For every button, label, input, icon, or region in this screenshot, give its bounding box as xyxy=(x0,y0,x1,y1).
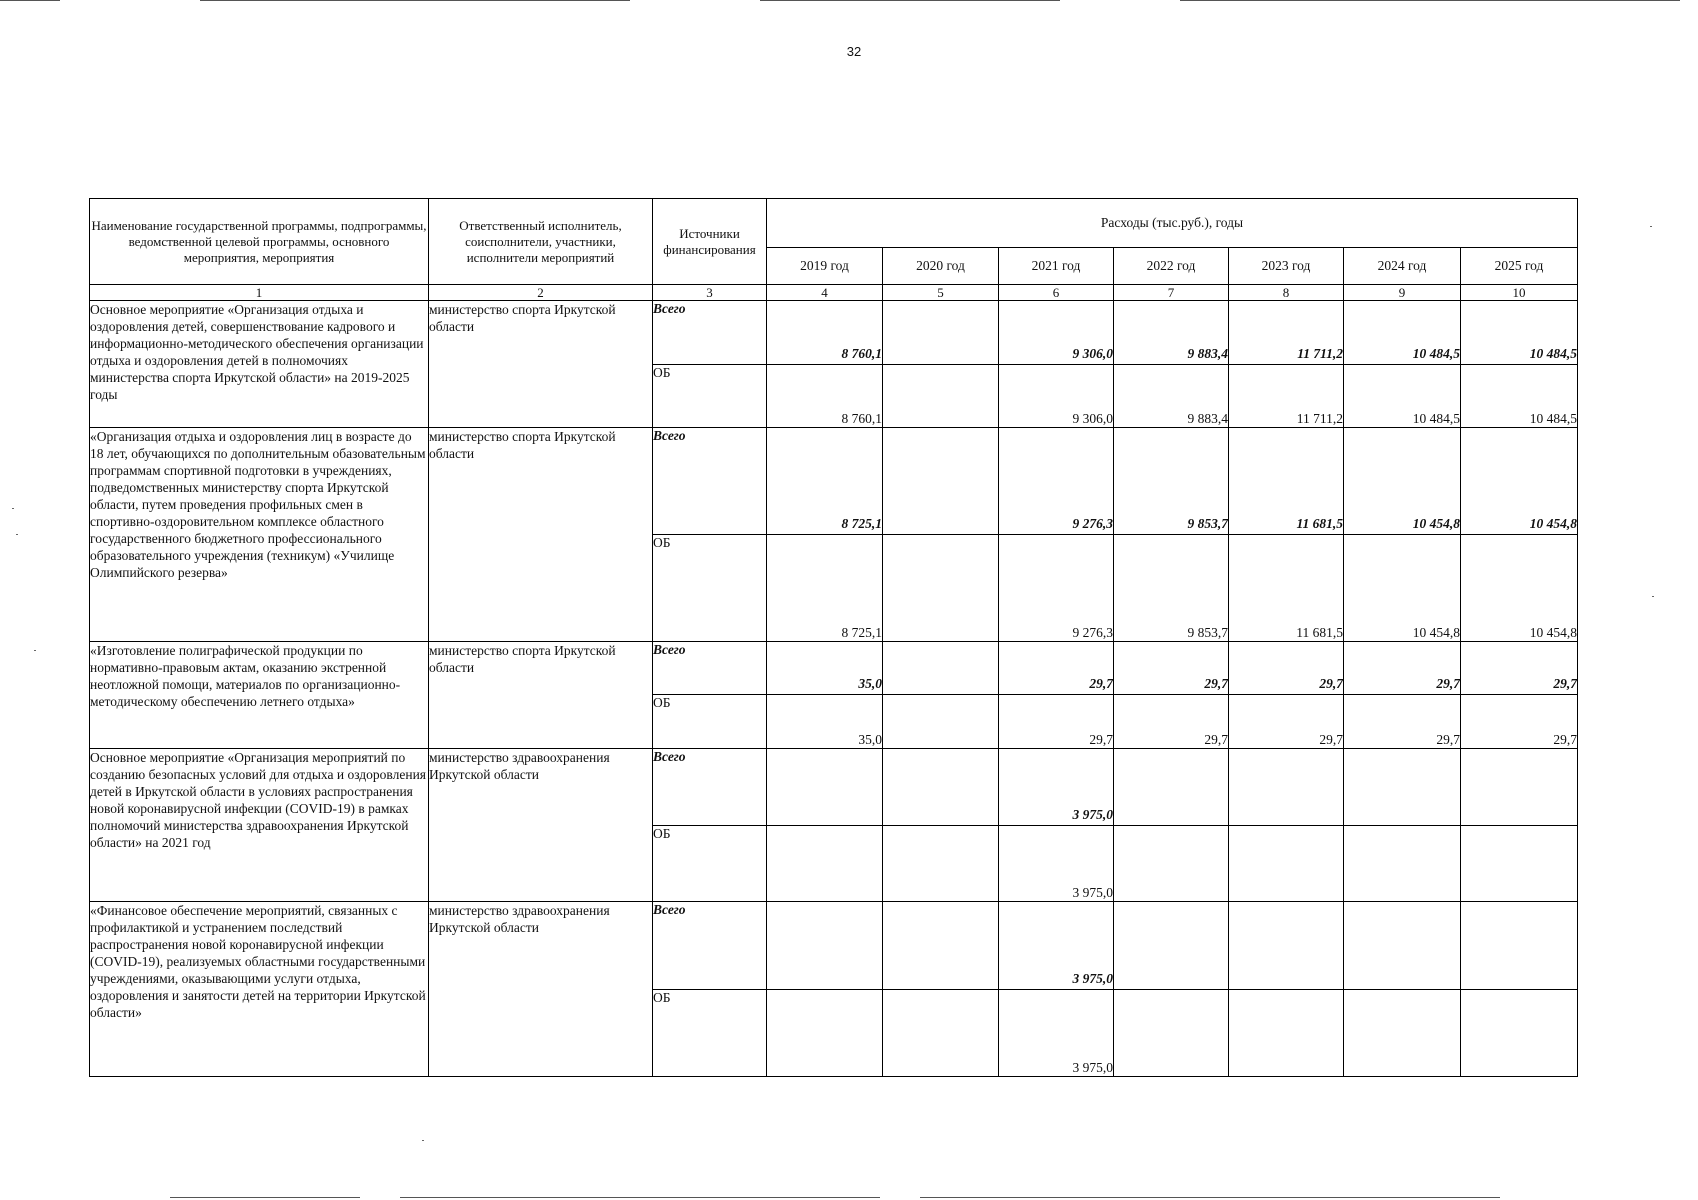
activity-name: «Изготовление полиграфической продукции по нормативно-правовым актам, оказанию экстренной неотложной помощи, материалов по организационно-методическому обеспечению летнего отдыха» xyxy=(90,642,429,749)
value-2025 xyxy=(1461,990,1578,1077)
value-2019: 35,0 xyxy=(767,642,883,695)
value-2024: 10 484,5 xyxy=(1344,365,1461,428)
scan-speck xyxy=(12,508,14,509)
value-2023 xyxy=(1229,990,1344,1077)
header-source: Источники финансирования xyxy=(653,199,767,285)
value-2023: 29,7 xyxy=(1229,642,1344,695)
table-row-total xyxy=(90,749,1578,826)
value-2023 xyxy=(1229,826,1344,902)
value-2024 xyxy=(1344,826,1461,902)
scan-speck xyxy=(422,1140,424,1141)
source-total-label: Всего xyxy=(653,902,767,990)
value-2021: 3 975,0 xyxy=(999,749,1114,826)
value-2021: 3 975,0 xyxy=(999,826,1114,902)
scan-line-bottom xyxy=(400,1197,880,1198)
source-ob-label: ОБ xyxy=(653,535,767,642)
value-2023: 11 711,2 xyxy=(1229,301,1344,365)
value-2024: 29,7 xyxy=(1344,695,1461,749)
activity-executor: министерство спорта Иркутской области xyxy=(429,428,653,642)
value-2024 xyxy=(1344,902,1461,990)
activity-executor: министерство спорта Иркутской области xyxy=(429,301,653,428)
scan-line-bottom xyxy=(170,1197,360,1198)
value-2023: 11 711,2 xyxy=(1229,365,1344,428)
value-2019: 35,0 xyxy=(767,695,883,749)
value-2019: 8 760,1 xyxy=(767,365,883,428)
header-executor: Ответственный исполнитель, соисполнители, участники, исполнители мероприятий xyxy=(429,199,653,285)
value-2024: 10 484,5 xyxy=(1344,301,1461,365)
value-2020 xyxy=(883,902,999,990)
source-total-label: Всего xyxy=(653,642,767,695)
table-row-total xyxy=(90,428,1578,535)
value-2020 xyxy=(883,642,999,695)
value-2023: 29,7 xyxy=(1229,695,1344,749)
activity-name: Основное мероприятие «Организация мероприятий по созданию безопасных условий для отдыха и оздоровления детей в Иркутской области в условиях распространения новой коронавирусной инфекции (COVID-19) в рамках полномочий министерства здравоохранения Иркутской области» на 2021 год xyxy=(90,749,429,902)
value-2019 xyxy=(767,902,883,990)
scan-line-top xyxy=(0,0,60,1)
value-2022 xyxy=(1114,990,1229,1077)
source-ob-label: ОБ xyxy=(653,990,767,1077)
scan-speck xyxy=(1650,226,1652,227)
scan-speck xyxy=(34,650,36,651)
value-2020 xyxy=(883,535,999,642)
activity-executor: министерство здравоохранения Иркутской области xyxy=(429,749,653,902)
table-row-total xyxy=(90,902,1578,990)
value-2021: 9 306,0 xyxy=(999,365,1114,428)
value-2025: 29,7 xyxy=(1461,642,1578,695)
source-total-label: Всего xyxy=(653,301,767,365)
header-year: 2020 год xyxy=(883,248,999,285)
value-2019 xyxy=(767,990,883,1077)
value-2021: 9 276,3 xyxy=(999,428,1114,535)
value-2025: 29,7 xyxy=(1461,695,1578,749)
value-2021: 9 306,0 xyxy=(999,301,1114,365)
value-2024: 29,7 xyxy=(1344,642,1461,695)
column-index: 8 xyxy=(1229,285,1344,301)
source-total-label: Всего xyxy=(653,428,767,535)
column-index: 2 xyxy=(429,285,653,301)
column-index: 1 xyxy=(90,285,429,301)
table-header xyxy=(90,199,1578,285)
value-2025: 10 454,8 xyxy=(1461,535,1578,642)
source-total-label: Всего xyxy=(653,749,767,826)
column-index: 3 xyxy=(653,285,767,301)
value-2022: 9 853,7 xyxy=(1114,428,1229,535)
header-year: 2021 год xyxy=(999,248,1114,285)
value-2022: 9 883,4 xyxy=(1114,301,1229,365)
value-2019 xyxy=(767,826,883,902)
value-2025 xyxy=(1461,826,1578,902)
budget-table xyxy=(89,198,1578,1077)
value-2024: 10 454,8 xyxy=(1344,535,1461,642)
header-expenses: Расходы (тыс.руб.), годы xyxy=(767,199,1578,248)
column-index: 5 xyxy=(883,285,999,301)
column-index: 7 xyxy=(1114,285,1229,301)
value-2021: 3 975,0 xyxy=(999,902,1114,990)
value-2020 xyxy=(883,990,999,1077)
value-2024 xyxy=(1344,749,1461,826)
table-row-total xyxy=(90,642,1578,695)
source-ob-label: ОБ xyxy=(653,695,767,749)
activity-executor: министерство спорта Иркутской области xyxy=(429,642,653,749)
value-2020 xyxy=(883,749,999,826)
header-year: 2019 год xyxy=(767,248,883,285)
scan-speck xyxy=(1652,596,1654,597)
column-index: 9 xyxy=(1344,285,1461,301)
table-row-total xyxy=(90,301,1578,365)
value-2025: 10 484,5 xyxy=(1461,365,1578,428)
value-2023: 11 681,5 xyxy=(1229,428,1344,535)
value-2024 xyxy=(1344,990,1461,1077)
value-2020 xyxy=(883,365,999,428)
value-2019: 8 725,1 xyxy=(767,535,883,642)
value-2023 xyxy=(1229,902,1344,990)
header-year: 2024 год xyxy=(1344,248,1461,285)
header-year: 2023 год xyxy=(1229,248,1344,285)
value-2022: 29,7 xyxy=(1114,642,1229,695)
scan-line-top xyxy=(760,0,1060,1)
value-2022 xyxy=(1114,826,1229,902)
value-2021: 9 276,3 xyxy=(999,535,1114,642)
value-2020 xyxy=(883,428,999,535)
header-year: 2022 год xyxy=(1114,248,1229,285)
value-2022: 9 853,7 xyxy=(1114,535,1229,642)
value-2025: 10 484,5 xyxy=(1461,301,1578,365)
value-2022 xyxy=(1114,749,1229,826)
value-2025 xyxy=(1461,749,1578,826)
value-2019: 8 725,1 xyxy=(767,428,883,535)
scan-line-top xyxy=(1180,0,1680,1)
page-number: 32 xyxy=(846,44,862,59)
value-2021: 3 975,0 xyxy=(999,990,1114,1077)
scan-line-top xyxy=(200,0,630,1)
value-2019: 8 760,1 xyxy=(767,301,883,365)
column-index-row xyxy=(90,285,1578,301)
value-2022: 29,7 xyxy=(1114,695,1229,749)
activity-name: «Финансовое обеспечение мероприятий, связанных с профилактикой и устранением последствий распространения новой коронавирусной инфекции (COVID-19), реализуемых областными государственными учреждениями, оказывающими услуги отдыха, оздоровления и занятости детей на территории Иркутской области» xyxy=(90,902,429,1077)
value-2025 xyxy=(1461,902,1578,990)
value-2021: 29,7 xyxy=(999,695,1114,749)
source-ob-label: ОБ xyxy=(653,826,767,902)
header-name: Наименование государственной программы, подпрограммы, ведомственной целевой программы, основного мероприятия, мероприятия xyxy=(90,199,429,285)
column-index: 10 xyxy=(1461,285,1578,301)
header-year: 2025 год xyxy=(1461,248,1578,285)
activity-name: Основное мероприятие «Организация отдыха и оздоровления детей, совершенствование кадрового и информационно-методического обеспечения организации отдыха и оздоровления детей в полномочиях министерства спорта Иркутской области» на 2019-2025 годы xyxy=(90,301,429,428)
source-ob-label: ОБ xyxy=(653,365,767,428)
activity-name: «Организация отдыха и оздоровления лиц в возрасте до 18 лет, обучающихся по дополнительным обазовательным программам спортивной подготовки в учреждениях, подведомственных министерству спорта Иркутской области, путем проведения профильных смен в спортивно-оздоровительном комплексе областного государственного бюджетного профессионального образовательного учреждения (техникум) «Училище Олимпийского резерва» xyxy=(90,428,429,642)
scan-line-bottom xyxy=(920,1197,1500,1198)
value-2023: 11 681,5 xyxy=(1229,535,1344,642)
value-2022 xyxy=(1114,902,1229,990)
value-2022: 9 883,4 xyxy=(1114,365,1229,428)
value-2021: 29,7 xyxy=(999,642,1114,695)
value-2020 xyxy=(883,301,999,365)
value-2025: 10 454,8 xyxy=(1461,428,1578,535)
activity-executor: министерство здравоохранения Иркутской области xyxy=(429,902,653,1077)
value-2020 xyxy=(883,695,999,749)
value-2023 xyxy=(1229,749,1344,826)
value-2019 xyxy=(767,749,883,826)
value-2024: 10 454,8 xyxy=(1344,428,1461,535)
column-index: 6 xyxy=(999,285,1114,301)
value-2020 xyxy=(883,826,999,902)
column-index: 4 xyxy=(767,285,883,301)
scan-speck xyxy=(16,534,18,535)
